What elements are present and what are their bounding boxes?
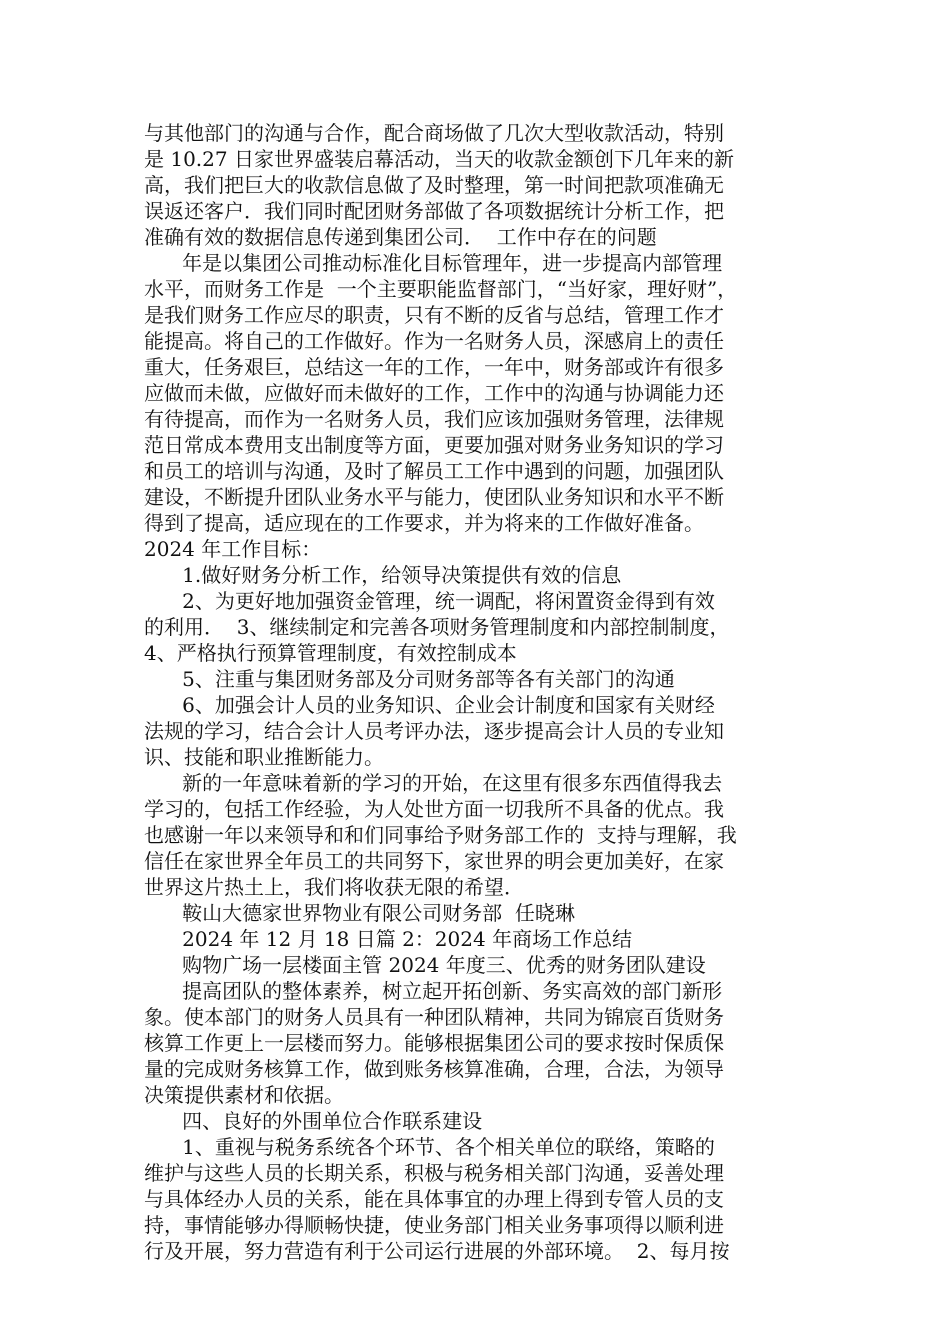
text-line: 误返还客户．我们同时配团财务部做了各项数据统计分析工作，把 xyxy=(144,199,724,223)
text-line: 量的完成财务核算工作，做到账务核算准确，合理，合法，为领导 xyxy=(144,1057,724,1081)
text-line: 2024 年工作目标： xyxy=(144,537,322,561)
text-line: 也感谢一年以来领导和和们同事给予财务部工作的 支持与理解，我 xyxy=(144,823,737,847)
text-line: 是我们财务工作应尽的职责，只有不断的反省与总结，管理工作才 xyxy=(144,303,724,327)
text-line: 建设，不断提升团队业务水平与能力，使团队业务知识和水平不断 xyxy=(144,485,724,509)
text-line: 得到了提高，适应现在的工作要求，并为将来的工作做好准备。 xyxy=(144,511,704,535)
text-line: 新的一年意味着新的学习的开始，在这里有很多东西值得我去 xyxy=(144,771,723,795)
text-line: 学习的，包括工作经验，为人处世方面一切我所不具备的优点。我 xyxy=(144,797,724,821)
text-line: 信任在家世界全年员工的共同努下，家世界的明会更加美好，在家 xyxy=(144,849,724,873)
text-line: 高，我们把巨大的收款信息做了及时整理，第一时间把款项准确无 xyxy=(144,173,724,197)
text-line: 的利用． 3、继续制定和完善各项财务管理制度和内部控制制度， xyxy=(144,615,730,639)
document-body xyxy=(144,120,810,1264)
text-line: 象。使本部门的财务人员具有一种团队精神，共同为锦宸百货财务 xyxy=(144,1005,724,1029)
text-line: 准确有效的数据信息传递到集团公司． 工作中存在的问题 xyxy=(144,225,657,249)
text-line: 应做而未做，应做好而未做好的工作，工作中的沟通与协调能力还 xyxy=(144,381,724,405)
text-line: 核算工作更上一层楼而努力。能够根据集团公司的要求按时保质保 xyxy=(144,1031,724,1055)
text-line: 1.做好财务分析工作，给领导决策提供有效的信息 xyxy=(144,563,622,587)
text-line: 识、技能和职业推断能力。 xyxy=(144,745,384,769)
text-line: 鞍山大德家世界物业有限公司财务部 任晓琳 xyxy=(144,901,575,925)
text-line: 2024 年 12 月 18 日篇 2：2024 年商场工作总结 xyxy=(144,927,633,951)
text-line: 1、重视与税务系统各个环节、各个相关单位的联络，策略的 xyxy=(144,1135,715,1159)
text-line: 四、良好的外围单位合作联系建设 xyxy=(144,1109,483,1133)
text-line: 4、严格执行预算管理制度，有效控制成本 xyxy=(144,641,517,665)
text-line: 购物广场一层楼面主管 2024 年度三、优秀的财务团队建设 xyxy=(144,953,706,977)
text-line: 与具体经办人员的关系，能在具体事宜的办理上得到专管人员的支 xyxy=(144,1187,724,1211)
text-line: 和员工的培训与沟通，及时了解员工工作中遇到的问题，加强团队 xyxy=(144,459,724,483)
text-line: 范日常成本费用支出制度等方面，更要加强对财务业务知识的学习 xyxy=(144,433,724,457)
text-line: 是 10.27 日家世界盛装启幕活动，当天的收款金额创下几年来的新 xyxy=(144,147,734,171)
text-line: 提高团队的整体素养，树立起开拓创新、务实高效的部门新形 xyxy=(144,979,723,1003)
text-line: 与其他部门的沟通与合作，配合商场做了几次大型收款活动，特别 xyxy=(144,121,724,145)
text-line: 维护与这些人员的长期关系，积极与税务相关部门沟通，妥善处理 xyxy=(144,1161,724,1185)
text-line: 世界这片热土上，我们将收获无限的希望． xyxy=(144,875,524,899)
text-line: 持，事情能够办得顺畅快捷，使业务部门相关业务事项得以顺利进 xyxy=(144,1213,724,1237)
text-line: 决策提供素材和依据。 xyxy=(144,1083,344,1107)
text-line: 水平，而财务工作是 一个主要职能监督部门，“当好家，理好财”， xyxy=(144,277,738,301)
text-line: 年是以集团公司推动标准化目标管理年，进一步提高内部管理 xyxy=(144,251,723,275)
text-line: 6、加强会计人员的业务知识、企业会计制度和国家有关财经 xyxy=(144,693,715,717)
text-line: 5、注重与集团财务部及分司财务部等各有关部门的沟通 xyxy=(144,667,675,691)
text-line: 行及开展，努力营造有利于公司运行进展的外部环境。 2、每月按 xyxy=(144,1239,730,1263)
text-line: 能提高。将自己的工作做好。作为一名财务人员，深感肩上的责任 xyxy=(144,329,724,353)
text-line: 2、为更好地加强资金管理，统一调配，将闲置资金得到有效 xyxy=(144,589,715,613)
text-line: 法规的学习，结合会计人员考评办法，逐步提高会计人员的专业知 xyxy=(144,719,724,743)
text-line: 有待提高，而作为一名财务人员，我们应该加强财务管理，法律规 xyxy=(144,407,724,431)
text-line: 重大，任务艰巨，总结这一年的工作，一年中，财务部或许有很多 xyxy=(144,355,724,379)
